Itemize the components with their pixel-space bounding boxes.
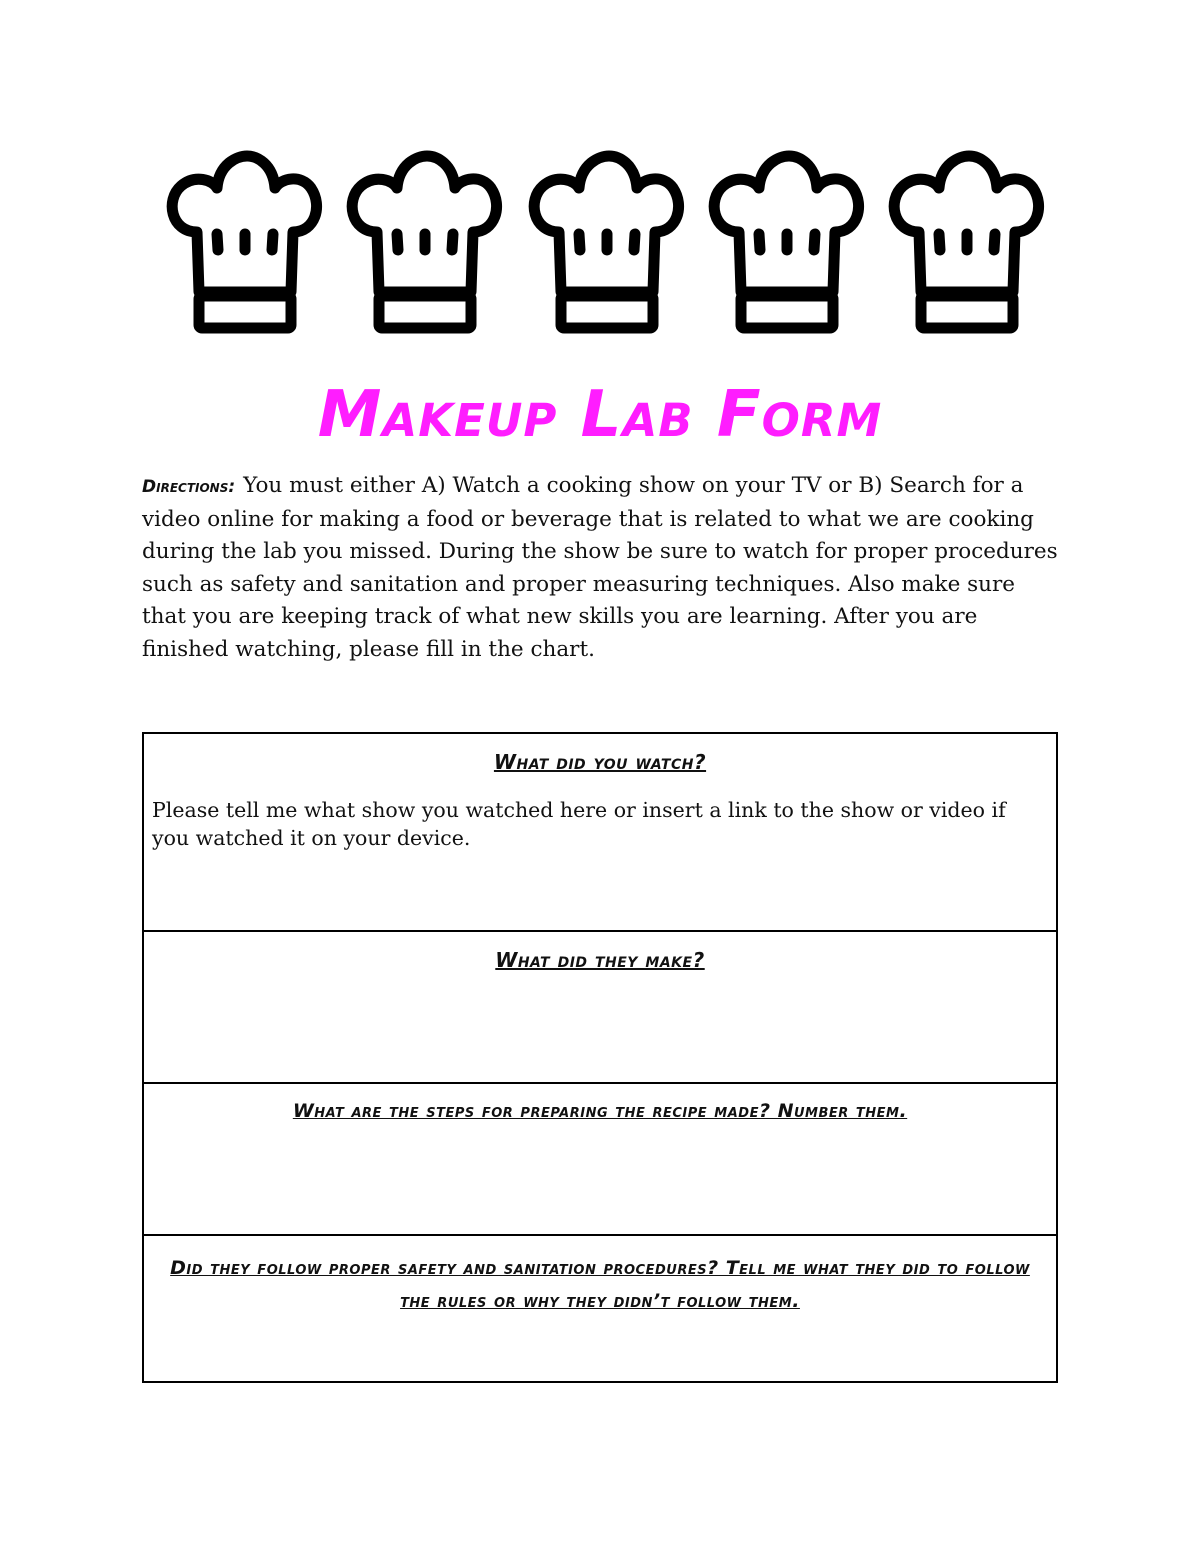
question-what-made: What did they make? bbox=[495, 948, 705, 972]
directions-paragraph bbox=[142, 470, 1062, 667]
chef-hat-icon bbox=[345, 150, 505, 340]
answer-hint-text: Please tell me what show you watched here or insert a link to the show or video if you watched it on your device. bbox=[152, 798, 1006, 850]
chart-row-safety[interactable] bbox=[144, 1236, 1056, 1383]
chart-row-make[interactable] bbox=[144, 932, 1056, 1084]
question-recipe-steps: What are the steps for preparing the recipe made? Number them. bbox=[292, 1100, 908, 1122]
chef-hat-icon bbox=[165, 150, 325, 340]
chart-row-watch[interactable] bbox=[144, 734, 1056, 932]
directions-label: Directions: bbox=[142, 477, 236, 497]
chef-hat-icon bbox=[707, 150, 867, 340]
chef-hat-icon bbox=[527, 150, 687, 340]
directions-text: You must either A) Watch a cooking show on your TV or B) Search for a video online for making a food or beverage that is related to what we are cooking during the lab you missed. During the show be sure to watch for proper procedures such as safety and sanitation and proper measuring techniques. Also make sure that you are keeping track of what new skills you are learning. After you are finished watching, please fill in the chart. bbox=[142, 473, 1058, 662]
response-chart bbox=[142, 732, 1058, 1383]
question-what-watched: What did you watch? bbox=[493, 750, 707, 774]
page-title: Makeup Lab Form bbox=[317, 378, 883, 452]
question-safety-sanitation: Did they follow proper safety and sanitation procedures? Tell me what they did to follow the rules or why they didn’t follow them. bbox=[170, 1257, 1030, 1312]
chef-hat-icon bbox=[887, 150, 1047, 340]
chef-hat-row bbox=[165, 150, 1045, 340]
chart-row-steps[interactable] bbox=[144, 1084, 1056, 1236]
